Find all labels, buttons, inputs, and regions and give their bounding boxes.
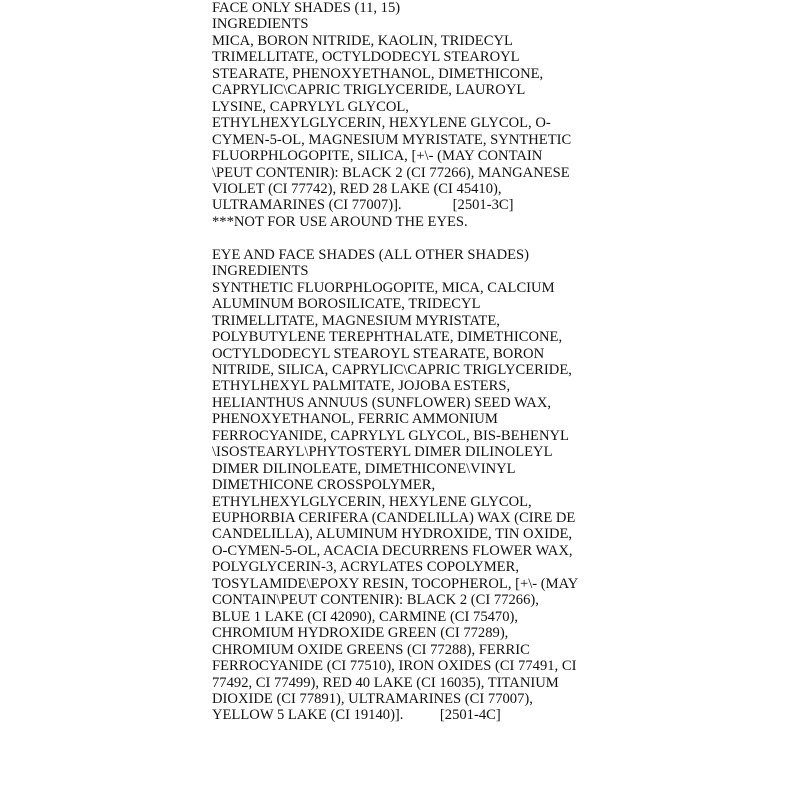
text-line: DIMETHICONE CROSSPOLYMER, bbox=[212, 477, 436, 494]
text-line: ETHYLHEXYLGLYCERIN, HEXYLENE GLYCOL, O- bbox=[212, 115, 551, 132]
text-line: PHENOXYETHANOL, FERRIC AMMONIUM bbox=[212, 411, 498, 428]
text-line: DIMER DILINOLEATE, DIMETHICONE\VINYL bbox=[212, 460, 516, 477]
text-line: EUPHORBIA CERIFERA (CANDELILLA) WAX (CIRE DE bbox=[212, 510, 576, 527]
text-line: YELLOW 5 LAKE (CI 19140)]. [2501-4C] bbox=[212, 707, 501, 724]
text-line: SYNTHETIC FLUORPHLOGOPITE, MICA, CALCIUM bbox=[212, 279, 555, 296]
text-line: TRIMELLITATE, OCTYLDODECYL STEAROYL bbox=[212, 49, 520, 66]
text-line: MICA, BORON NITRIDE, KAOLIN, TRIDECYL bbox=[212, 32, 513, 49]
text-line: O-CYMEN-5-OL, ACACIA DECURRENS FLOWER WAX, bbox=[212, 542, 573, 559]
text-line: \PEUT CONTENIR): BLACK 2 (CI 77266), MANGANESE bbox=[212, 164, 570, 181]
text-line: ETHYLHEXYL PALMITATE, JOJOBA ESTERS, bbox=[212, 378, 511, 395]
text-line: FERROCYANIDE (CI 77510), IRON OXIDES (CI 77491, CI bbox=[212, 658, 577, 675]
text-line: CONTAIN\PEUT CONTENIR): BLACK 2 (CI 77266), bbox=[212, 592, 539, 609]
text-line: FERROCYANIDE, CAPRYLYL GLYCOL, BIS-BEHENYL bbox=[212, 427, 569, 444]
text-line: CYMEN-5-OL, MAGNESIUM MYRISTATE, SYNTHETIC bbox=[212, 131, 572, 148]
text-line: CHROMIUM HYDROXIDE GREEN (CI 77289), bbox=[212, 625, 509, 642]
text-line: ETHYLHEXYLGLYCERIN, HEXYLENE GLYCOL, bbox=[212, 493, 532, 510]
section-heading: EYE AND FACE SHADES (ALL OTHER SHADES) bbox=[212, 246, 530, 263]
text-line: CHROMIUM OXIDE GREENS (CI 77288), FERRIC bbox=[212, 641, 530, 658]
text-line: FLUORPHLOGOPITE, SILICA, [+\- (MAY CONTAIN bbox=[212, 148, 543, 165]
text-line: \ISOSTEARYL\PHYTOSTERYL DIMER DILINOLEYL bbox=[212, 444, 553, 461]
text-line: VIOLET (CI 77742), RED 28 LAKE (CI 45410), bbox=[212, 180, 502, 197]
section-heading: FACE ONLY SHADES (11, 15) bbox=[212, 0, 401, 16]
face-only-shades-section bbox=[212, 0, 792, 230]
eye-and-face-shades-section bbox=[212, 247, 792, 724]
text-line: ALUMINUM BOROSILICATE, TRIDECYL bbox=[212, 296, 481, 313]
text-line: OCTYLDODECYL STEAROYL STEARATE, BORON bbox=[212, 345, 545, 362]
text-line: 77492, CI 77499), RED 40 LAKE (CI 16035), TITANIUM bbox=[212, 674, 559, 691]
text-line: BLUE 1 LAKE (CI 42090), CARMINE (CI 75470), bbox=[212, 608, 519, 625]
text-line: POLYGLYCERIN-3, ACRYLATES COPOLYMER, bbox=[212, 559, 519, 576]
ingredients-label: INGREDIENTS bbox=[212, 263, 309, 280]
text-line: NITRIDE, SILICA, CAPRYLIC\CAPRIC TRIGLYCERIDE, bbox=[212, 361, 572, 378]
text-line: CANDELILLA), ALUMINUM HYDROXIDE, TIN OXIDE, bbox=[212, 526, 573, 543]
ingredients-document bbox=[212, 0, 792, 724]
text-line: LYSINE, CAPRYLYL GLYCOL, bbox=[212, 98, 409, 115]
text-line: DIOXIDE (CI 77891), ULTRAMARINES (CI 77007), bbox=[212, 691, 533, 708]
text-line: HELIANTHUS ANNUUS (SUNFLOWER) SEED WAX, bbox=[212, 394, 552, 411]
text-line: ULTRAMARINES (CI 77007)]. [2501-3C] bbox=[212, 197, 514, 214]
text-line: POLYBUTYLENE TEREPHTHALATE, DIMETHICONE, bbox=[212, 329, 563, 346]
text-line: CAPRYLIC\CAPRIC TRIGLYCERIDE, LAUROYL bbox=[212, 82, 526, 99]
text-line: ***NOT FOR USE AROUND THE EYES. bbox=[212, 213, 468, 230]
text-line: TRIMELLITATE, MAGNESIUM MYRISTATE, bbox=[212, 312, 500, 329]
section-spacer bbox=[212, 230, 792, 246]
text-line: TOSYLAMIDE\EPOXY RESIN, TOCOPHEROL, [+\- (MAY bbox=[212, 575, 579, 592]
ingredients-label: INGREDIENTS bbox=[212, 16, 309, 33]
text-line: STEARATE, PHENOXYETHANOL, DIMETHICONE, bbox=[212, 65, 544, 82]
